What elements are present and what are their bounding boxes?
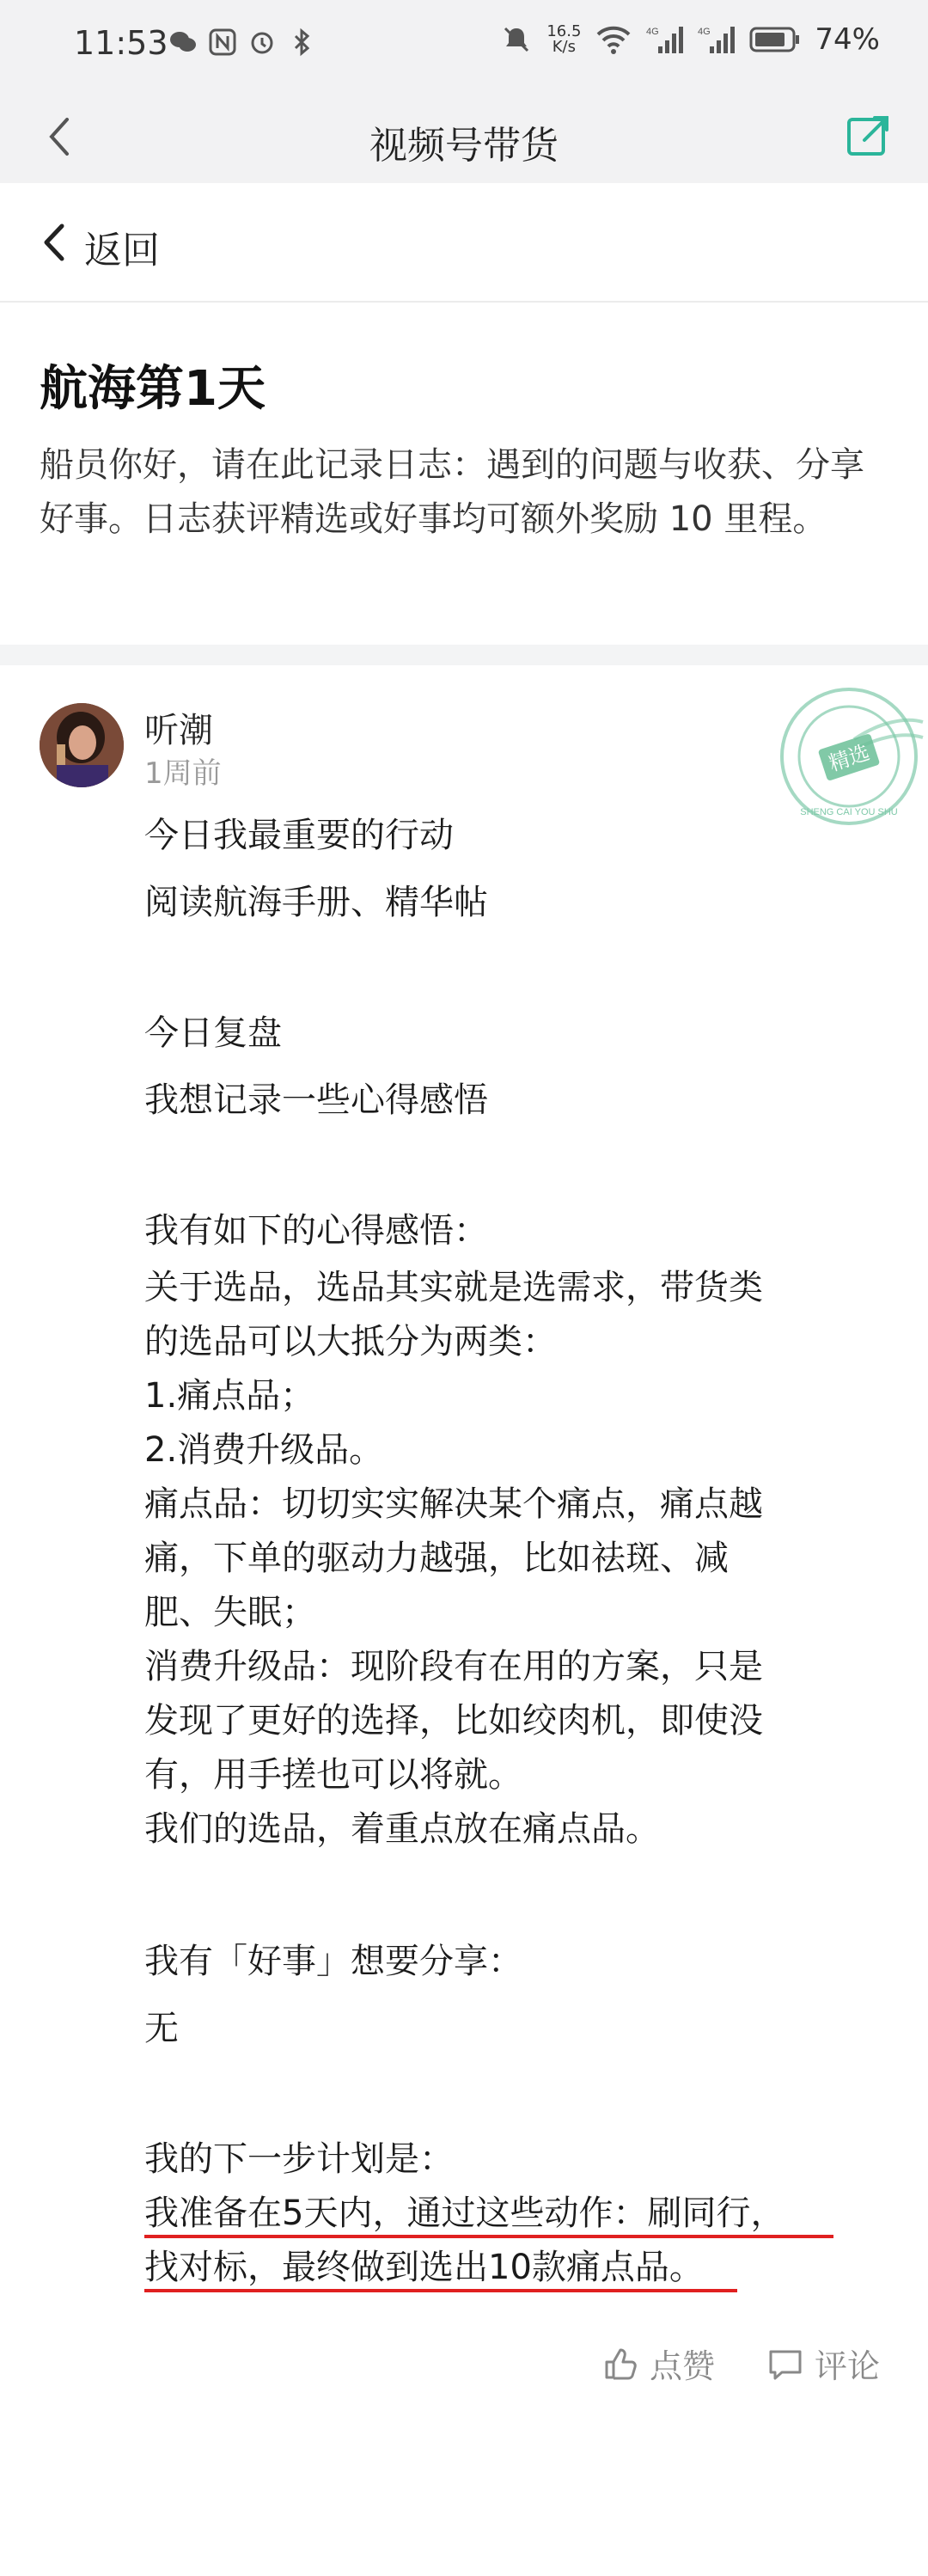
author-name[interactable]: 听潮: [144, 711, 213, 750]
action-title: 今日我最重要的行动: [144, 816, 454, 855]
signal-4g-icon: [646, 24, 684, 55]
goodthing-title: 我有「好事」想要分享：: [144, 1942, 522, 1981]
wifi-icon: [595, 24, 632, 55]
action-text: 阅读航海手册、精华帖: [144, 883, 488, 922]
insight-line: 关于选品，选品其实就是选需求，带货类: [144, 1268, 763, 1307]
stamp-ring-text: SHENG CAI YOU SHU: [800, 807, 898, 817]
post-time: 1周前: [144, 756, 222, 791]
title-bar: [0, 90, 928, 183]
status-left-icons: [168, 28, 316, 57]
page-title: 视频号带货: [369, 124, 559, 168]
comment-icon: [766, 2345, 804, 2383]
intro-title: 航海第1天: [40, 361, 266, 417]
like-button[interactable]: [601, 2340, 715, 2387]
battery-percent: 74%: [815, 22, 880, 57]
insight-line: 的选品可以大抵分为两类：: [144, 1322, 557, 1361]
insight-line: 有，用手搓也可以将就。: [144, 1755, 522, 1795]
avatar[interactable]: [40, 703, 124, 787]
chevron-left-icon: [38, 221, 72, 264]
plan-title: 我的下一步计划是：: [144, 2139, 454, 2179]
insight-line: 消费升级品：现阶段有在用的方案，只是: [144, 1647, 763, 1686]
back-label: 返回: [84, 229, 160, 272]
nfc-icon: [208, 28, 237, 57]
insight-line: 肥、失眠；: [144, 1593, 316, 1632]
comment-button[interactable]: [766, 2340, 880, 2387]
highlight-underline: [144, 2235, 833, 2238]
net-speed-unit: K/s: [552, 38, 576, 56]
signal-4g-icon-2: [698, 24, 736, 55]
thumbs-up-icon: [601, 2345, 639, 2383]
insight-line: 我们的选品，着重点放在痛点品。: [144, 1809, 660, 1849]
insight-line: 发现了更好的选择，比如绞肉机，即使没: [144, 1701, 763, 1741]
highlight-underline: [144, 2289, 737, 2292]
wechat-icon: [168, 28, 198, 57]
plan-line: [144, 2241, 858, 2295]
plan-line: [144, 2187, 858, 2241]
like-label: 点赞: [649, 2347, 715, 2385]
plan-line-text: 我准备在5天内，通过这些动作：刷同行，: [144, 2194, 785, 2233]
svg-text:4G: 4G: [698, 27, 711, 37]
insight-text: [144, 1261, 858, 1857]
insight-line: 痛，下单的驱动力越强，比如祛斑、减: [144, 1539, 729, 1578]
section-divider: [0, 645, 928, 665]
svg-text:4G: 4G: [646, 27, 660, 37]
share-icon[interactable]: [839, 107, 897, 166]
bluetooth-icon: [287, 28, 316, 57]
comment-label: 评论: [814, 2347, 880, 2385]
post-actions: [601, 2340, 880, 2387]
back-row[interactable]: [0, 183, 928, 303]
alarm-icon: [247, 28, 277, 57]
status-right: [500, 22, 880, 57]
plan-text: [144, 2187, 858, 2295]
review-text: 我想记录一些心得感悟: [144, 1080, 488, 1120]
battery-icon: [749, 25, 801, 54]
insight-title: 我有如下的心得感悟：: [144, 1211, 488, 1251]
intro-body: 船员你好，请在此记录日志：遇到的问题与收获、分享好事。日志获评精选或好事均可额外奖励 10 里程。: [40, 445, 864, 539]
plan-line-text: 找对标，最终做到选出10款痛点品。: [144, 2248, 704, 2287]
stamp-text: 精选: [826, 740, 873, 776]
review-title: 今日复盘: [144, 1013, 282, 1053]
net-speed: [546, 24, 581, 55]
mute-icon: [500, 23, 533, 56]
avatar-image: [40, 703, 124, 787]
insight-line: 痛点品：切切实实解决某个痛点，痛点越: [144, 1484, 763, 1524]
insight-line: 2.消费升级品。: [144, 1430, 384, 1470]
net-speed-value: 16.5: [546, 22, 582, 40]
goodthing-text: 无: [144, 2009, 179, 2048]
status-bar: [0, 0, 928, 90]
insight-line: 1.痛点品；: [144, 1376, 315, 1416]
status-time: 11:53: [74, 24, 168, 62]
